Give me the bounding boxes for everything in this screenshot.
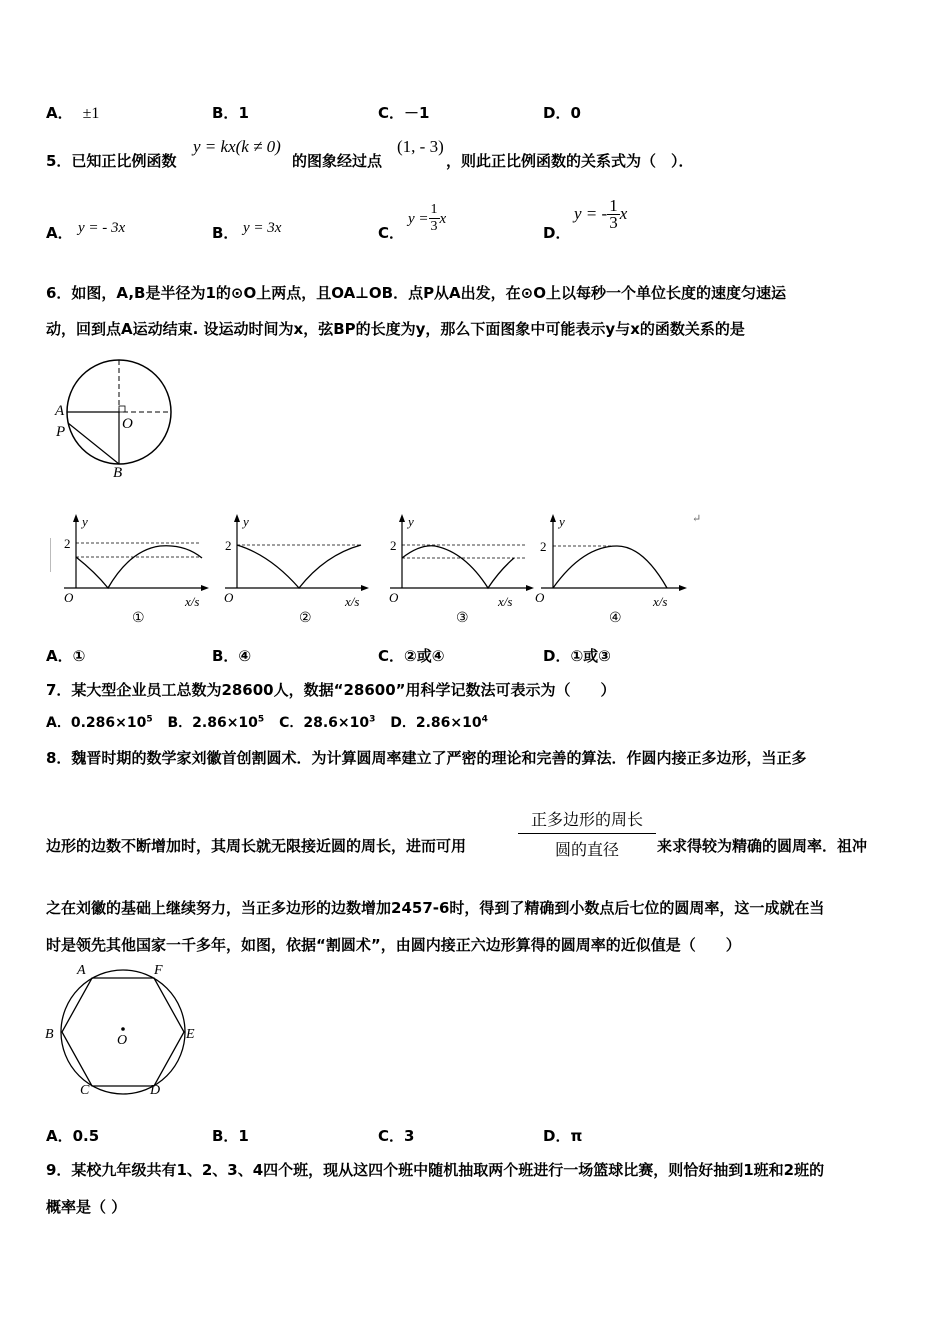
- q7-stem: 7．某大型企业员工总数为28600人，数据“28600”用科学记数法可表示为（ ）: [46, 681, 616, 699]
- q8-option-d: D．π: [543, 1127, 583, 1145]
- svg-text:y: y: [559, 514, 565, 529]
- q9-stem-line1: 9．某校九年级共有1、2、3、4四个班，现从这四个班中随机抽取两个班进行一场篮球比赛，则恰好抽到1班和2班的: [46, 1161, 825, 1179]
- q8-stem-line3: 之在刘徽的基础上继续努力，当正多边形的边数增加2457-6时，得到了精确到小数点后七位的圆周率，这一成就在当: [46, 899, 825, 917]
- graph-3-curve: [402, 546, 514, 588]
- q5-option-a-label: A．: [46, 224, 73, 242]
- svg-text:O: O: [224, 590, 234, 605]
- q7-option-c: C．$28.6\times 10^3$: [279, 714, 376, 731]
- label-o: O: [122, 416, 133, 432]
- svg-text:③: ③: [456, 611, 469, 626]
- graph-1-curve: [76, 546, 202, 588]
- q5-stem-mid: 的图象经过点: [292, 152, 383, 170]
- svg-text:O: O: [117, 1033, 128, 1048]
- q9-stem-line2: 概率是（ ）: [46, 1198, 127, 1216]
- q6-graph-1: [50, 510, 210, 630]
- svg-text:C: C: [80, 1083, 90, 1098]
- svg-text:O: O: [64, 590, 74, 605]
- q8-hexagon-figure: [42, 960, 207, 1100]
- q7-option-a: A．$0.286\times 10^5$: [46, 714, 153, 731]
- svg-text:2: 2: [390, 538, 397, 553]
- q4-option-d: D．0: [543, 104, 581, 122]
- q5-stem-post: ，则此正比例函数的关系式为（ ）．: [446, 152, 694, 170]
- q6-circle-figure: [50, 355, 180, 480]
- q5-option-b-label: B．: [212, 224, 239, 242]
- q6-option-a: A．①: [46, 647, 86, 665]
- q5-option-d: y = - $\frac{1}{3}$ x: [574, 196, 628, 232]
- q8-option-c: C．3: [378, 1127, 415, 1145]
- right-angle-mark: [119, 406, 125, 412]
- label-b: B: [113, 465, 123, 480]
- q5-option-a: y = - 3x: [78, 220, 126, 236]
- x-axis-arrow: [201, 585, 209, 591]
- fraction-numerator: 正多边形的周长: [518, 807, 656, 834]
- svg-text:y: y: [243, 514, 249, 529]
- q6-option-c: C．②或④: [378, 647, 445, 665]
- svg-text:x/s: x/s: [185, 594, 200, 609]
- center-point: [121, 1027, 125, 1031]
- q8-stem-line2-pre: 边形的边数不断增加时，其周长就无限接近圆的周长，进而可用: [46, 837, 467, 855]
- svg-text:x/s: x/s: [653, 594, 668, 609]
- svg-text:F: F: [154, 963, 163, 978]
- q5-function: y = kx(k ≠ 0): [193, 137, 281, 156]
- svg-text:y: y: [82, 514, 88, 529]
- q7-options: [46, 712, 488, 732]
- q5-point: (1, - 3): [397, 137, 444, 156]
- svg-text:E: E: [186, 1027, 195, 1042]
- svg-text:O: O: [535, 590, 545, 605]
- svg-text:D: D: [150, 1083, 161, 1098]
- svg-text:②: ②: [299, 611, 312, 626]
- svg-text:①: ①: [132, 611, 145, 626]
- q6-stem-line2: 动，回到点A运动结束. 设运动时间为x，弦BP的长度为y，那么下面图象中可能表示y与x的函数关系的是: [46, 320, 745, 338]
- svg-text:2: 2: [540, 539, 547, 554]
- return-mark: ↵: [692, 512, 702, 525]
- q7-option-d: D．$2.86\times 10^4$: [390, 714, 488, 731]
- svg-text:x/s: x/s: [498, 594, 513, 609]
- q4-option-b: B．1: [212, 104, 249, 122]
- graph-4-curve: [553, 546, 667, 588]
- q8-stem-line2-post: 来求得较为精确的圆周率．祖冲: [657, 837, 868, 855]
- svg-text:y: y: [408, 514, 414, 529]
- q5-stem-pre: 5．已知正比例函数: [46, 152, 177, 170]
- svg-text:④: ④: [609, 611, 622, 626]
- label-a: A: [55, 403, 65, 419]
- q8-stem-line1: 8．魏晋时期的数学家刘徽首创割圆术．为计算圆周率建立了严密的理论和完善的算法．作圆内接正多边形，当正多: [46, 749, 807, 767]
- label-p: P: [56, 424, 66, 440]
- svg-text:x/s: x/s: [345, 594, 360, 609]
- q4-option-c: C．－1: [378, 104, 430, 122]
- svg-text:A: A: [77, 963, 86, 978]
- svg-text:2: 2: [64, 536, 71, 551]
- q5-option-b: y = 3x: [243, 220, 282, 236]
- svg-text:B: B: [45, 1027, 54, 1042]
- q6-option-b: B．④: [212, 647, 252, 665]
- q6-graph-2: [215, 510, 375, 630]
- y-axis-arrow: [73, 514, 79, 522]
- q8-fraction: [518, 807, 656, 860]
- svg-text:O: O: [389, 590, 399, 605]
- q6-graph-3: [380, 510, 540, 630]
- q6-option-d: D．①或③: [543, 647, 611, 665]
- q8-option-b: B．1: [212, 1127, 249, 1145]
- graph-2-curve: [237, 545, 361, 588]
- regular-hexagon: [62, 978, 184, 1086]
- svg-text:2: 2: [225, 538, 232, 553]
- q4-option-a: A． ±1: [46, 104, 100, 122]
- q8-option-a: A．0.5: [46, 1127, 100, 1145]
- q6-stem-line1: 6．如图，A,B是半径为1的⊙O上两点，且OA⊥OB．点P从A出发，在⊙O上以每秒一个单位长度的速度匀速运: [46, 284, 786, 302]
- q5-option-c-label: C．: [378, 224, 405, 242]
- scan-mark: [50, 538, 51, 572]
- q6-graph-4: [533, 510, 693, 630]
- fraction-denominator: 圆的直径: [554, 840, 619, 859]
- circumcircle: [61, 970, 185, 1094]
- q5-option-c: y = $\frac{1}{3}$ x: [408, 202, 447, 234]
- q5-option-d-label: D．: [543, 224, 571, 242]
- q7-option-b: B．$2.86\times 10^5$: [167, 714, 265, 731]
- q8-stem-line4: 时是领先其他国家一千多年，如图，依据“割圆术”，由圆内接正六边形算得的圆周率的近似值是（ ）: [46, 936, 741, 954]
